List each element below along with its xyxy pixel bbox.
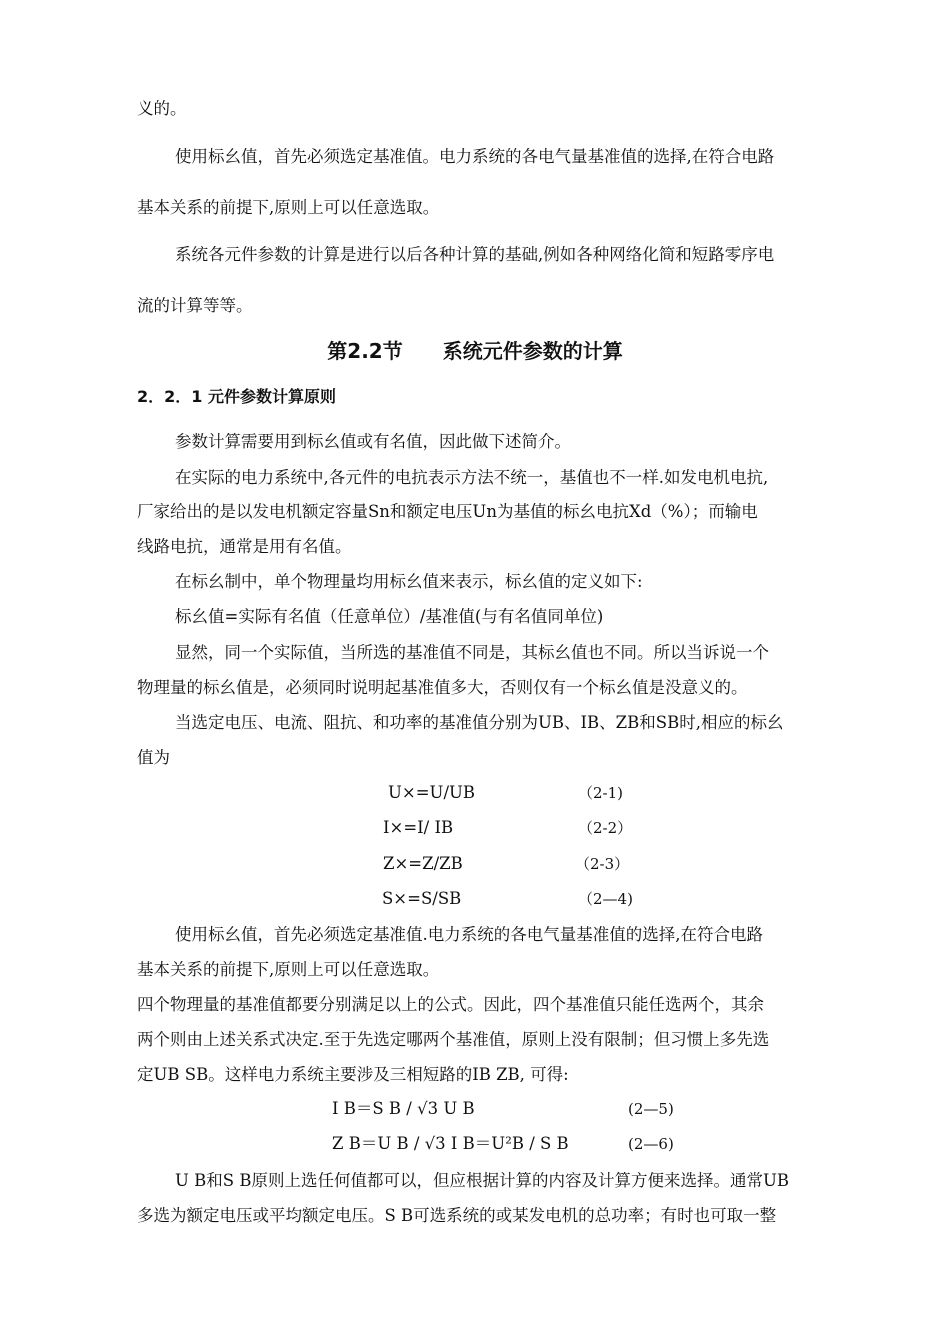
paragraph-line: 参数计算需要用到标幺值或有名值，因此做下述简介。: [175, 432, 571, 451]
paragraph-line: 多选为额定电压或平均额定电压。S B可选系统的或某发电机的总功率；有时也可取一整: [137, 1206, 777, 1225]
paragraph-line: 义的。: [137, 99, 187, 118]
section-heading: 第2.2节 系统元件参数的计算: [327, 339, 623, 363]
paragraph-line: 基本关系的前提下,原则上可以任意选取。: [137, 198, 440, 217]
equation-number: （2—4): [578, 890, 633, 908]
subsection-heading: 2．2．1 元件参数计算原则: [137, 387, 336, 406]
paragraph-line: 基本关系的前提下,原则上可以任意选取。: [137, 960, 440, 979]
paragraph-line: 两个则由上述关系式决定.至于先选定哪两个基准值，原则上没有限制；但习惯上多先选: [137, 1030, 770, 1049]
paragraph-line: 线路电抗，通常是用有名值。: [137, 537, 352, 556]
equation: Z B＝U B / √3 I B＝U²B / S B: [332, 1134, 569, 1153]
paragraph-line: 在实际的电力系统中,各元件的电抗表示方法不统一，基值也不一样.如发电机电抗,: [175, 468, 769, 487]
equation: I×=I/ IB: [383, 818, 454, 837]
paragraph-line: 系统各元件参数的计算是进行以后各种计算的基础,例如各种网络化简和短路零序电: [175, 245, 775, 264]
paragraph-line: U B和S B原则上选任何值都可以，但应根据计算的内容及计算方便来选择。通常UB: [175, 1171, 789, 1190]
paragraph-line: 定UB SB。这样电力系统主要涉及三相短路的IB ZB, 可得:: [137, 1065, 569, 1084]
equation-number: （2-2）: [578, 819, 633, 837]
equation-number: （2-3）: [575, 855, 630, 873]
equation: Z×=Z/ZB: [383, 854, 463, 873]
paragraph-line: 四个物理量的基准值都要分别满足以上的公式。因此，四个基准值只能任选两个，其余: [137, 995, 764, 1014]
paragraph-line: 厂家给出的是以发电机额定容量Sn和额定电压Un为基值的标幺电抗Xd（%）；而输电: [137, 502, 758, 521]
paragraph-line: 使用标幺值，首先必须选定基准值.电力系统的各电气量基准值的选择,在符合电路: [175, 925, 763, 944]
paragraph-line: 流的计算等等。: [137, 296, 253, 315]
paragraph-line: 标幺值=实际有名值（任意单位）/基准值(与有名值同单位): [175, 607, 604, 626]
paragraph-line: 当选定电压、电流、阻抗、和功率的基准值分别为UB、IB、ZB和SB时,相应的标幺: [175, 713, 784, 732]
paragraph-line: 使用标幺值，首先必须选定基准值。电力系统的各电气量基准值的选择,在符合电路: [175, 147, 775, 166]
paragraph-line: 在标幺制中，单个物理量均用标幺值来表示，标幺值的定义如下:: [175, 572, 643, 591]
paragraph-line: 物理量的标幺值是，必须同时说明起基准值多大，否则仅有一个标幺值是没意义的。: [137, 678, 748, 697]
paragraph-line: 值为: [137, 748, 170, 767]
equation-number: （2-1): [578, 784, 624, 802]
equation-number: (2—5): [628, 1100, 674, 1118]
paragraph-line: 显然，同一个实际值，当所选的基准值不同是，其标幺值也不同。所以当诉说一个: [175, 643, 769, 662]
equation: I B＝S B / √3 U B: [332, 1099, 475, 1118]
equation: S×=S/SB: [382, 889, 462, 908]
equation: U×=U/UB: [388, 783, 476, 802]
equation-number: (2—6): [628, 1135, 674, 1153]
